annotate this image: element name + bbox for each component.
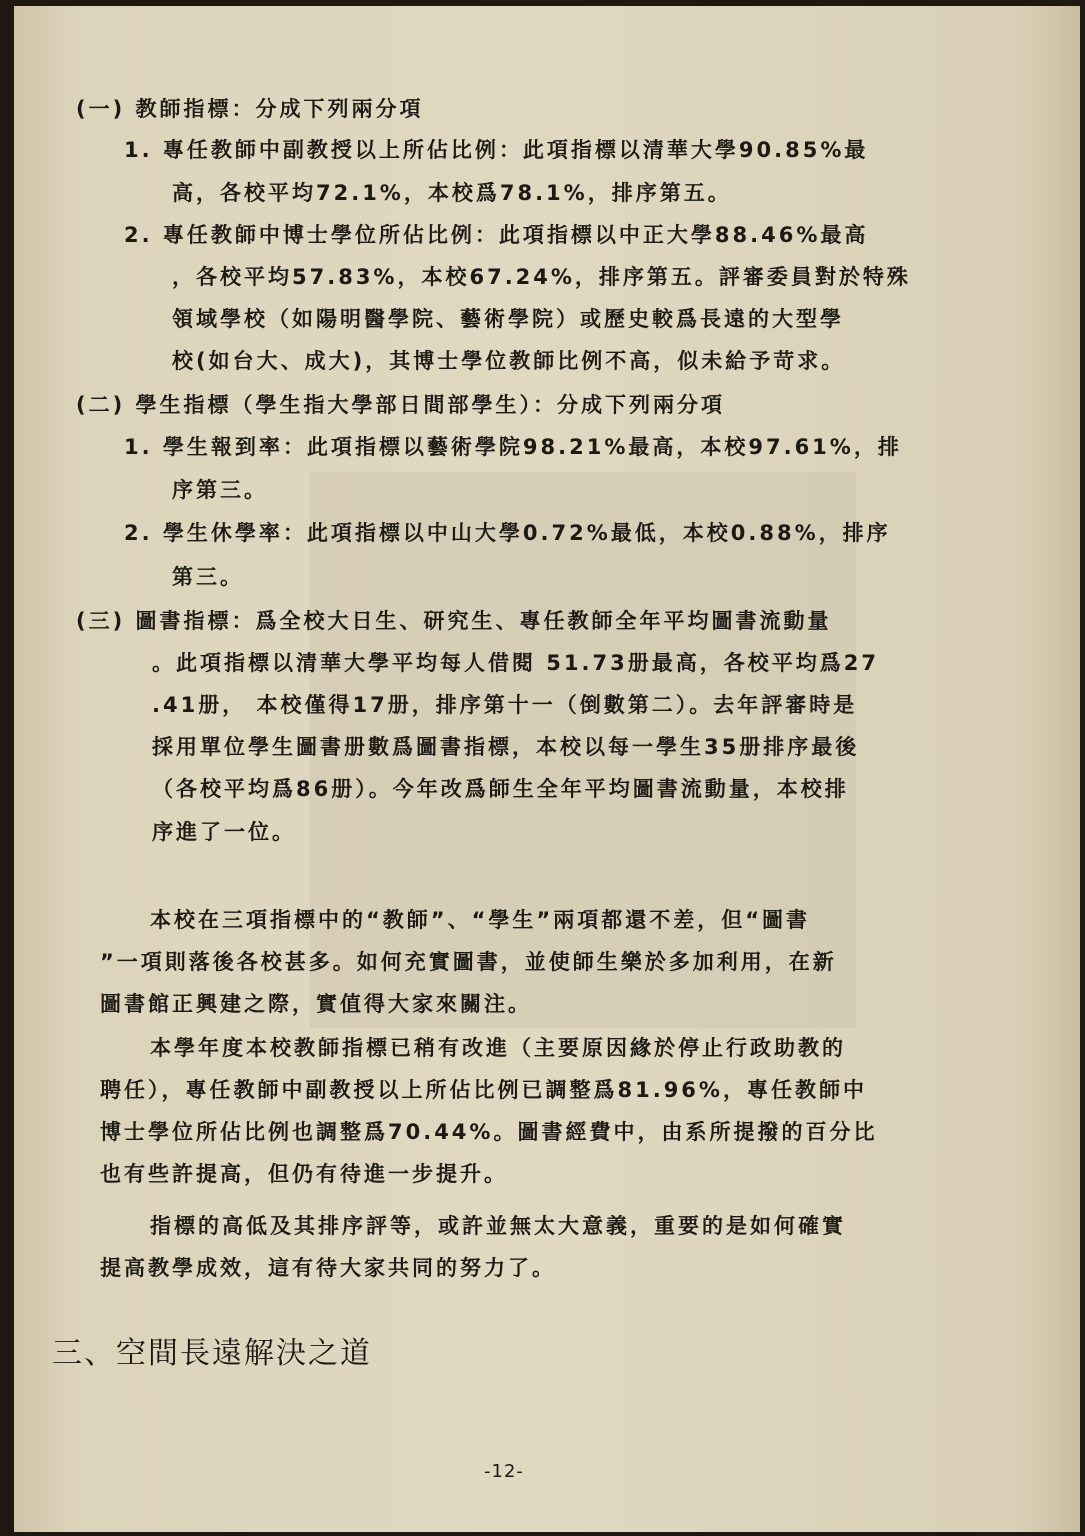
teacher-item-2-line-4: 校(如台大、成大)，其博士學位教師比例不高，似未給予苛求。 xyxy=(172,349,846,373)
section-title: 三、空間長遠解決之道 xyxy=(52,1336,372,1371)
library-line-4: 採用單位學生圖書册數爲圖書指標，本校以每一學生35册排序最後 xyxy=(152,735,860,759)
page-number: -12- xyxy=(484,1461,524,1482)
student-item-1-line-2: 序第三。 xyxy=(172,478,268,502)
teacher-item-1-line-2: 高，各校平均72.1%，本校爲78.1%，排序第五。 xyxy=(172,181,732,205)
teacher-item-2-line-3: 領域學校（如陽明醫學院、藝術學院）或歷史較爲長遠的大型學 xyxy=(172,307,844,331)
library-line-2: 。此項指標以清華大學平均每人借閱 51.73册最高，各校平均爲27 xyxy=(152,651,879,675)
summary-paragraph-line-1: 本校在三項指標中的“教師”、“學生”兩項都還不差，但“圖書 xyxy=(150,908,811,932)
summary-paragraph-line-3: 圖書館正興建之際，實值得大家來關注。 xyxy=(100,992,532,1016)
improvement-paragraph-line-1: 本學年度本校教師指標已稍有改進（主要原因緣於停止行政助教的 xyxy=(150,1036,846,1060)
heading-teacher-indicator: (一) 教師指標：分成下列兩分項 xyxy=(76,97,424,121)
teacher-item-2-line-2: ，各校平均57.83%，本校67.24%，排序第五。評審委員對於特殊 xyxy=(172,265,911,289)
heading-student-indicator: (二) 學生指標（學生指大學部日間部學生）：分成下列兩分項 xyxy=(76,393,726,417)
student-item-2-line-1: 2. 學生休學率：此項指標以中山大學0.72%最低，本校0.88%，排序 xyxy=(124,521,891,545)
library-line-3: .41册， 本校僅得17册，排序第十一（倒數第二）。去年評審時是 xyxy=(152,693,858,717)
closing-paragraph-line-2: 提高教學成效，這有待大家共同的努力了。 xyxy=(100,1256,556,1280)
teacher-item-1-line-1: 1. 專任教師中副教授以上所佔比例：此項指標以清華大學90.85%最 xyxy=(124,138,869,162)
student-item-2-line-2: 第三。 xyxy=(172,565,244,589)
improvement-paragraph-line-3: 博士學位所佔比例也調整爲70.44%。圖書經費中，由系所提撥的百分比 xyxy=(100,1120,878,1144)
improvement-paragraph-line-2: 聘任），專任教師中副教授以上所佔比例已調整爲81.96%，專任教師中 xyxy=(100,1078,867,1102)
library-line-6: 序進了一位。 xyxy=(152,820,296,844)
closing-paragraph-line-1: 指標的高低及其排序評等，或許並無太大意義，重要的是如何確實 xyxy=(150,1214,846,1238)
document-page xyxy=(14,6,1080,1532)
student-item-1-line-1: 1. 學生報到率：此項指標以藝術學院98.21%最高，本校97.61%，排 xyxy=(124,435,902,459)
library-line-5: （各校平均爲86册）。今年改爲師生全年平均圖書流動量，本校排 xyxy=(152,777,849,801)
improvement-paragraph-line-4: 也有些許提高，但仍有待進一步提升。 xyxy=(100,1162,508,1186)
summary-paragraph-line-2: ”一項則落後各校甚多。如何充實圖書，並使師生樂於多加利用，在新 xyxy=(100,950,837,974)
heading-library-indicator: (三) 圖書指標：爲全校大日生、研究生、專任教師全年平均圖書流動量 xyxy=(76,609,832,633)
teacher-item-2-line-1: 2. 專任教師中博士學位所佔比例：此項指標以中正大學88.46%最高 xyxy=(124,223,869,247)
